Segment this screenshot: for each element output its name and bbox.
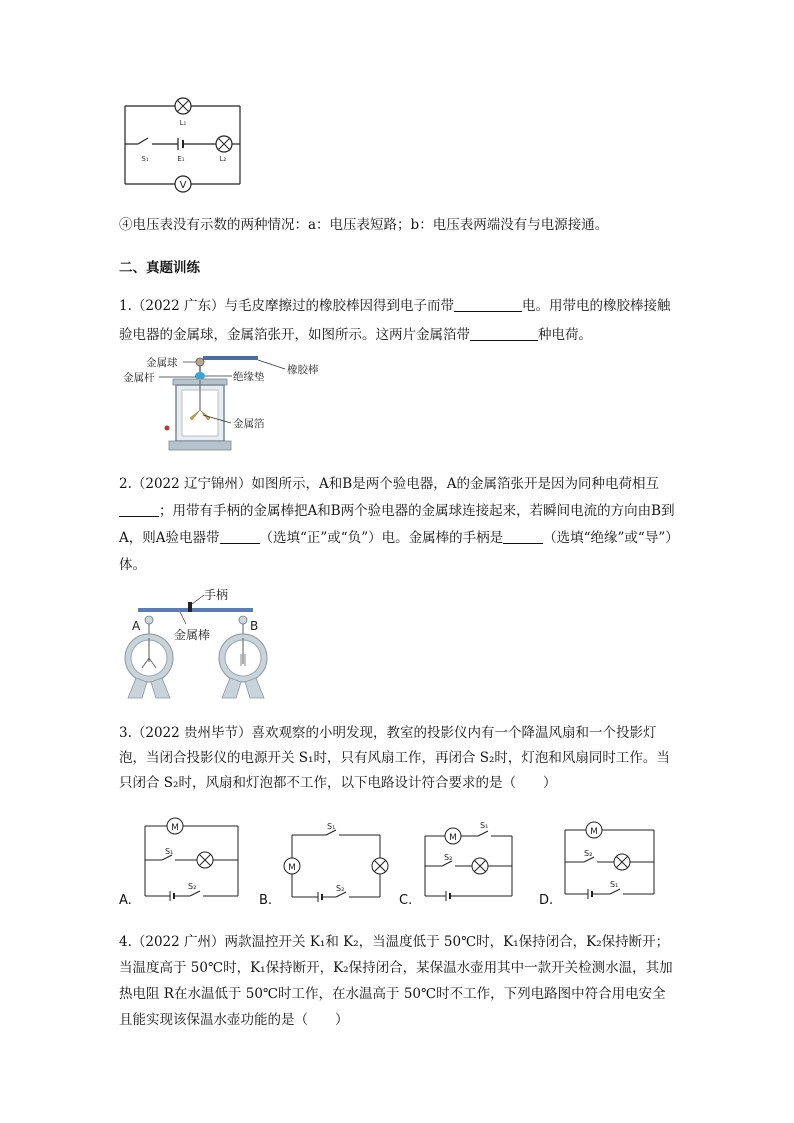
- s1-label-a: S₁: [165, 847, 174, 856]
- q1-answer-blank-2[interactable]: [470, 325, 538, 341]
- motor-label-c: M: [449, 833, 457, 843]
- option-b-label[interactable]: B.: [259, 893, 273, 908]
- lamp-l2-icon: [216, 136, 232, 152]
- s2-label-d: S₂: [584, 849, 593, 858]
- label-l2: L₂: [219, 155, 227, 163]
- label-metal-rod: 金属杆: [123, 372, 155, 384]
- q2-answer-blank-1[interactable]: [119, 501, 159, 517]
- s1-label-c: S₁: [480, 821, 489, 830]
- q1-text-part2: 电。用带电的橡胶棒接触验电器的金属球，金属箔张开，如图所示。这两片金属箔带: [119, 298, 671, 343]
- s1-label-b: S₁: [327, 823, 336, 831]
- s1-label-d: S₁: [610, 880, 619, 889]
- option-d-label[interactable]: D.: [539, 893, 554, 908]
- q3-option-c-circuit: [420, 818, 520, 904]
- q2-answer-blank-3[interactable]: [503, 528, 543, 544]
- q2-text-part2: ；用带有手柄的金属棒把A和B两个验电器的金属球连接起来，若瞬间电流的方向由B到A，则A验电器带: [119, 503, 675, 546]
- option-a-label[interactable]: A.: [119, 893, 132, 908]
- voltmeter-label: V: [179, 180, 187, 191]
- question-2: [119, 471, 679, 579]
- lamp-icon: [614, 854, 630, 870]
- label-handle: 手柄: [204, 588, 229, 602]
- lamp-icon: [472, 858, 488, 874]
- q1-text-part1: 1.（2022 广东）与毛皮摩擦过的橡胶棒因得到电子而带: [119, 298, 455, 314]
- electroscope-figure: [121, 352, 331, 456]
- s2-label-a: S₂: [188, 882, 197, 891]
- label-metal-foil: 金属箔: [233, 418, 265, 430]
- label-e1: E₁: [177, 155, 185, 163]
- option-c-label[interactable]: C.: [399, 893, 413, 908]
- q3-option-a-circuit: [140, 816, 242, 902]
- motor-label-d: M: [590, 827, 598, 837]
- q1-answer-blank-1[interactable]: [454, 296, 522, 312]
- s2-label-b: S₂: [336, 884, 345, 893]
- label-rubber-rod: 橡胶棒: [287, 364, 319, 376]
- lamp-icon: [197, 852, 213, 868]
- lamp-icon: [372, 858, 388, 874]
- label-metal-ball: 金属球: [146, 357, 178, 369]
- label-b: B: [250, 619, 259, 633]
- q2-text-part3: （选填“正”或“负”）电。金属棒的手柄是: [259, 530, 504, 546]
- label-metal-bar: 金属棒: [174, 628, 211, 642]
- label-insulating-pad: 绝缘垫: [233, 371, 265, 383]
- q2-answer-blank-2[interactable]: [220, 528, 260, 544]
- s2-label-c: S₂: [444, 853, 453, 862]
- voltmeter-note: ④电压表没有示数的两种情况：a：电压表短路；b：电压表两端没有与电源接通。: [119, 217, 609, 233]
- metal-ball-shape: [196, 358, 204, 366]
- rubber-rod-shape: [203, 356, 258, 360]
- question-3: 3.（2022 贵州毕节）喜欢观察的小明发现，教室的投影仪内有一个降温风扇和一个投影灯泡，当闭合投影仪的电源开关 S₁时，只有风扇工作，再闭合 S₂时，灯泡和风扇同时工作。当只闭合 S₂时，风扇和灯泡都不工作，以下电路设计符合要求的是（ ）: [119, 725, 670, 791]
- section-title: 二、真题训练: [119, 260, 200, 276]
- q1-text-part3: 种电荷。: [538, 327, 592, 343]
- q3-option-d-circuit: [560, 818, 660, 904]
- label-a: A: [132, 619, 141, 633]
- lamp-l1-icon: [175, 98, 191, 114]
- voltmeter-icon: [175, 176, 191, 192]
- question-4: 4.（2022 广州）两款温控开关 K₁和 K₂，当温度低于 50℃时，K₁保持闭合，K₂保持断开；当温度高于 50℃时，K₁保持断开，K₂保持闭合，某保温水壶用其中一款开关检测水温，其加热电阻 R在水温低于 50℃时工作，在水温高于 50℃时不工作，下列电路图中符合用电安全且能实现该保温水壶功能的是（ ）: [119, 934, 673, 1028]
- q2-text-part1: 2.（2022 辽宁锦州）如图所示，A和B是两个验电器，A的金属箔张开是因为同种电荷相互: [119, 476, 659, 492]
- metal-bar-shape: [138, 608, 253, 612]
- two-electroscopes-figure: [120, 586, 280, 704]
- q3-option-b-circuit: [280, 823, 392, 903]
- electroscope-b: [219, 616, 267, 698]
- motor-label-a: M: [171, 823, 179, 833]
- handle-shape: [188, 602, 192, 612]
- motor-label-b: M: [288, 863, 296, 873]
- circuit-diagram-lamps-voltmeter: [118, 92, 248, 194]
- label-l1: L₁: [179, 119, 187, 127]
- question-1: [119, 292, 679, 350]
- q2-text-part4: （选填“绝缘”或“导”）体。: [119, 530, 679, 573]
- label-s1: S₁: [141, 155, 149, 163]
